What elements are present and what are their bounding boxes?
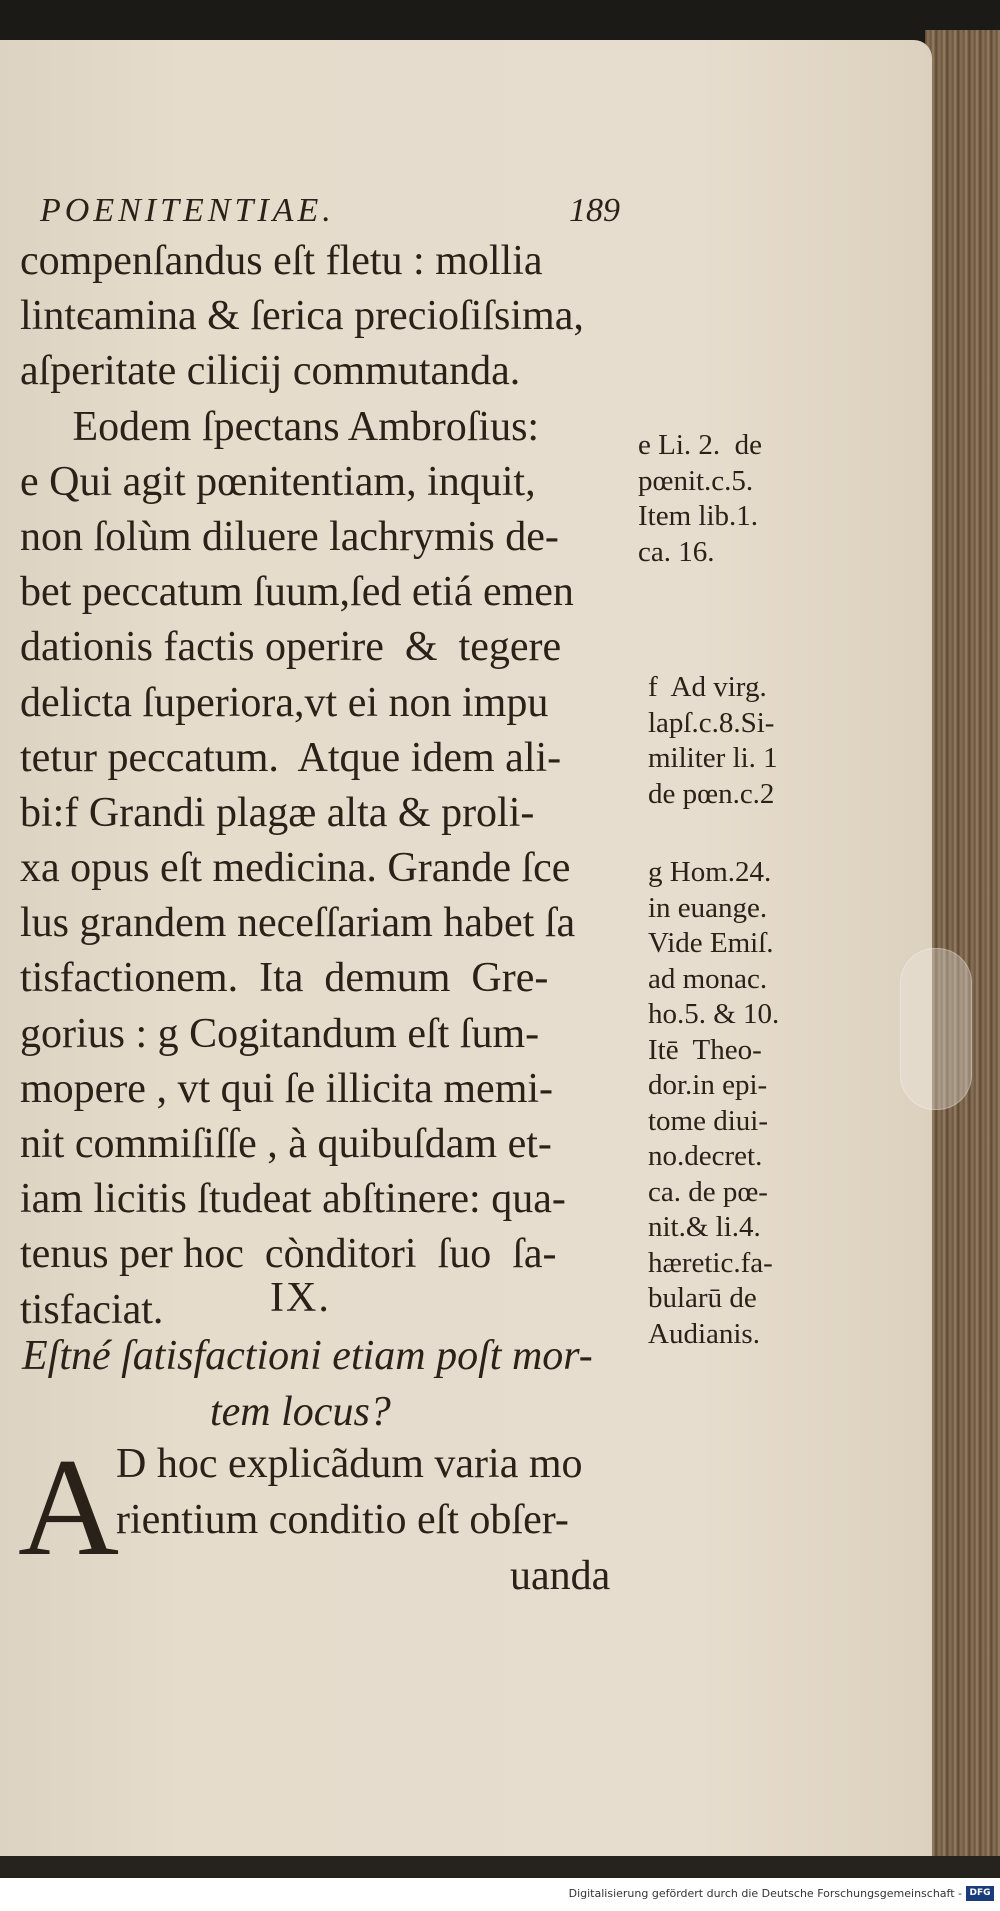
- marginal-line: bularū de: [648, 1282, 757, 1314]
- marginal-line: f Ad virg.: [648, 671, 767, 703]
- section-numeral: IX.: [270, 1275, 331, 1321]
- marginal-line: pœnit.c.5.: [638, 464, 754, 497]
- text-line: bi:f Grandi plagæ alta & proli-: [20, 789, 535, 836]
- marginal-line: ad monac.: [648, 962, 768, 995]
- marginal-line: nit.& li.4.: [648, 1211, 761, 1243]
- text-line: aſperitate cilicij commutanda.: [20, 348, 521, 395]
- dfg-logo: DFG: [966, 1886, 994, 1901]
- marginal-line: Vide Emiſ.: [648, 927, 774, 959]
- text-line: non ſolùm diluere lachrymis de-: [20, 513, 559, 560]
- running-title: POENITENTIAE.: [40, 192, 335, 229]
- paragraph-line: rientium conditio eſt obſer-: [116, 1497, 569, 1543]
- drop-cap-initial: A: [18, 1430, 120, 1585]
- text-line: dationis factis operire & tegere: [20, 624, 562, 671]
- text-line: gorius : g Cogitandum eſt ſum-: [20, 1010, 540, 1057]
- text-line: nit commiſiſſe , à quibuſdam et-: [20, 1121, 552, 1167]
- text-line: lus grandem neceſſariam habet ſa: [20, 900, 576, 947]
- section-question: Eſtné ſatisfactioni etiam poſt mor-: [22, 1333, 593, 1379]
- text-line: tenus per hoc cònditori ſuo ſa-: [20, 1231, 557, 1278]
- running-header: [40, 192, 620, 230]
- scan-border: [0, 1856, 1000, 1878]
- marginal-line: g Hom.24.: [648, 856, 772, 888]
- marginal-line: tome diui-: [648, 1104, 769, 1137]
- marginal-line: lapſ.c.8.Si-: [648, 706, 775, 739]
- marginal-line: Item lib.1.: [638, 500, 759, 532]
- marginal-line: in euange.: [648, 891, 768, 924]
- marginal-note-e: [638, 428, 853, 570]
- marginal-line: e Li. 2. de: [638, 429, 763, 461]
- marginal-note-f: [648, 670, 858, 812]
- marginal-line: Itē Theo-: [648, 1033, 762, 1066]
- text-line: Eodem ſpectans Ambroſius:: [20, 403, 540, 450]
- footer-credit: Digitalisierung gefördert durch die Deutsche Forschungsgemeinschaft -: [568, 1887, 962, 1900]
- marginal-note-g: [648, 855, 858, 1352]
- paragraph-line: D hoc explicãdum varia mo: [116, 1441, 583, 1487]
- page-tab-marker: [900, 948, 972, 1110]
- digitization-footer: [0, 1878, 1000, 1911]
- page-number: 189: [569, 192, 620, 229]
- text-line: delicta ſuperiora,vt ei non impu: [20, 679, 549, 726]
- section-question-cont: tem locus?: [210, 1389, 391, 1435]
- text-line: e Qui agit pœnitentiam, inquit,: [20, 458, 536, 505]
- text-line: tisfactionem. Ita demum Gre-: [20, 955, 549, 1002]
- marginal-line: militer li. 1: [648, 742, 778, 774]
- marginal-line: ca. de pœ-: [648, 1175, 768, 1208]
- catchword: uanda: [510, 1553, 611, 1599]
- text-line: tetur peccatum. Atque idem ali-: [20, 734, 562, 781]
- text-line: mopere , vt qui ſe illicita memi-: [20, 1065, 554, 1112]
- text-line: iam licitis ſtudeat abſtinere: qua-: [20, 1176, 566, 1223]
- main-text: [20, 234, 640, 1338]
- marginal-line: hæretic.fa-: [648, 1246, 773, 1279]
- text-line: tisfaciat.: [20, 1286, 164, 1333]
- marginal-line: dor.in epi-: [648, 1069, 768, 1101]
- text-line: bet peccatum ſuum,ſed etiá emen: [20, 569, 574, 616]
- marginal-line: ho.5. & 10.: [648, 998, 780, 1030]
- text-line: xa opus eſt medicina. Grande ſce: [20, 845, 571, 892]
- marginal-line: no.decret.: [648, 1140, 763, 1172]
- marginal-line: Audianis.: [648, 1317, 760, 1350]
- text-line: compenſandus eſt fletu : mollia: [20, 238, 543, 284]
- text-line: lintєamina & ſerica precioſiſsima,: [20, 293, 584, 340]
- marginal-line: de pœn.c.2: [648, 777, 775, 810]
- marginal-line: ca. 16.: [638, 535, 715, 568]
